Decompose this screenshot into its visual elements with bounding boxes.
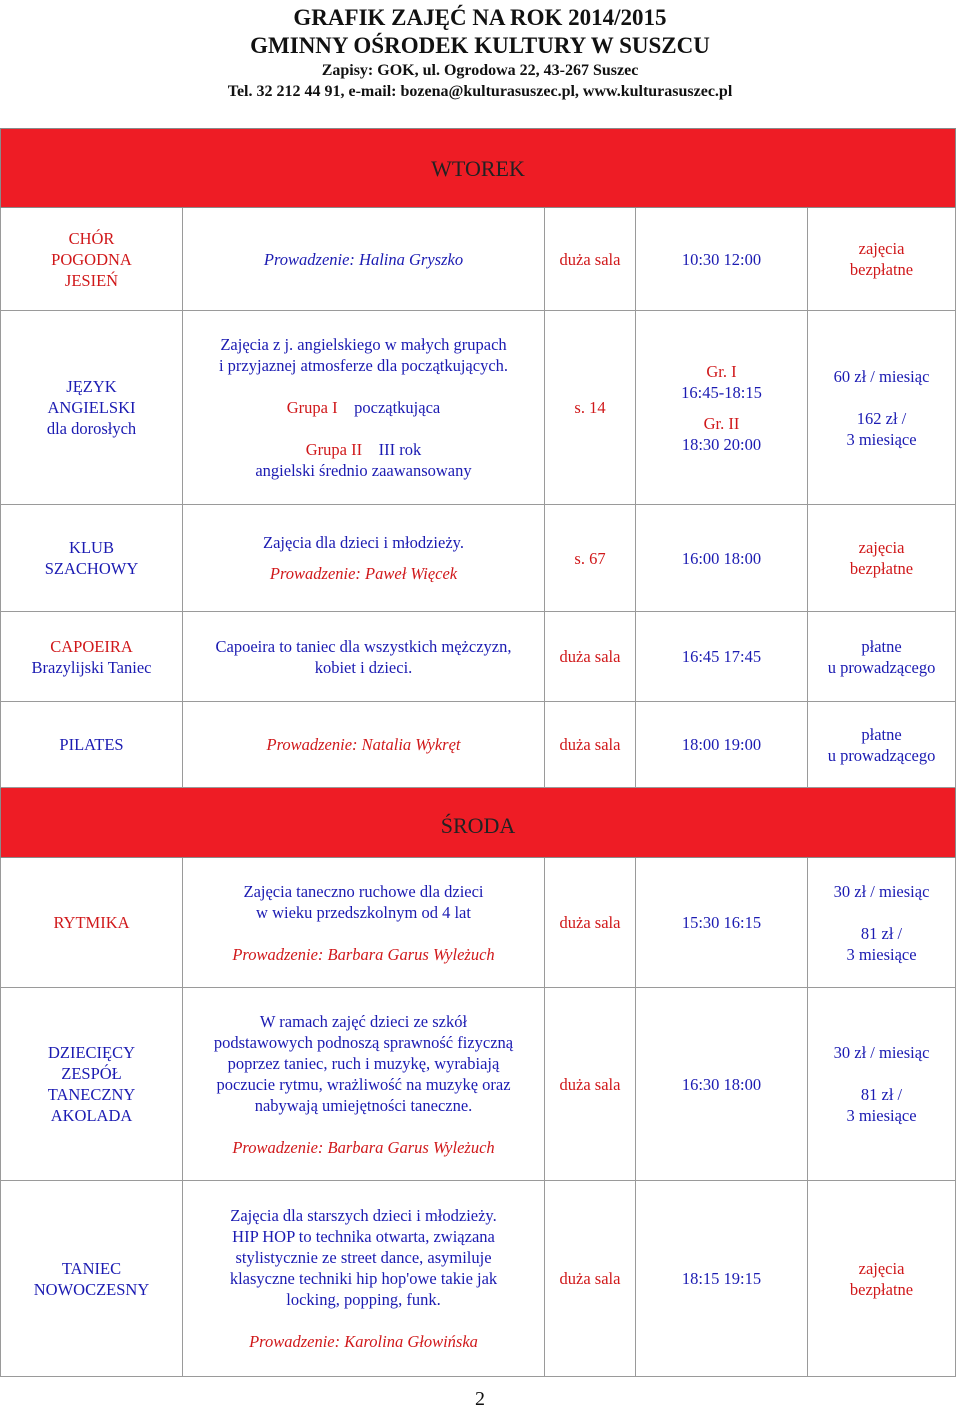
class-row-capoeira bbox=[1, 612, 956, 702]
group-2-label: Gr. II bbox=[703, 413, 740, 433]
group-2-level: angielski średnio zaawansowany bbox=[255, 461, 472, 480]
class-name-line: SZACHOWY bbox=[44, 559, 139, 578]
class-room: duża sala bbox=[545, 208, 636, 311]
class-time: 18:00 19:00 bbox=[636, 702, 808, 788]
class-room: duża sala bbox=[545, 988, 636, 1181]
price-line: bezpłatne bbox=[849, 1279, 914, 1299]
class-name-line: AKOLADA bbox=[50, 1106, 133, 1125]
description-line: W ramach zajęć dzieci ze szkół bbox=[259, 1011, 468, 1031]
class-row-chor bbox=[1, 208, 956, 311]
class-price bbox=[808, 505, 956, 612]
class-name-line: ZESPÓŁ bbox=[61, 1064, 122, 1083]
class-leader: Prowadzenie: Paweł Więcek bbox=[269, 564, 458, 583]
description-line: poprzez taniec, ruch i muzykę, wyrabiają bbox=[227, 1053, 500, 1073]
day-header-wednesday bbox=[1, 788, 956, 858]
class-price bbox=[808, 1181, 956, 1377]
description-line: Zajęcia dla dzieci i młodzieży. bbox=[263, 533, 464, 552]
description-line: w wieku przedszkolnym od 4 lat bbox=[256, 902, 471, 922]
class-time: 16:45 17:45 bbox=[636, 612, 808, 702]
class-leader: Prowadzenie: Barbara Garus Wyleżuch bbox=[232, 944, 495, 964]
description-line: Zajęcia taneczno ruchowe dla dzieci bbox=[243, 881, 484, 901]
schedule-title: GRAFIK ZAJĘĆ NA ROK 2014/2015 bbox=[293, 5, 667, 30]
day-label: ŚRODA bbox=[1, 788, 956, 858]
class-name-line: NOWOCZESNY bbox=[33, 1279, 150, 1299]
class-name-line: TANECZNY bbox=[47, 1085, 136, 1104]
class-price bbox=[808, 702, 956, 788]
class-name-line: CHÓR bbox=[68, 228, 115, 248]
class-name-line: CAPOEIRA bbox=[50, 636, 133, 656]
class-name-line: DZIECIĘCY bbox=[47, 1043, 136, 1062]
class-price bbox=[808, 858, 956, 988]
description-line: Capoeira to taniec dla wszystkich mężczyzn, bbox=[215, 636, 512, 656]
class-name-line: dla dorosłych bbox=[46, 419, 137, 438]
class-name bbox=[1, 1181, 183, 1377]
class-price bbox=[808, 208, 956, 311]
class-name bbox=[1, 988, 183, 1181]
group-1-label: Grupa I bbox=[286, 398, 338, 417]
description-line: locking, popping, funk. bbox=[286, 1290, 441, 1309]
day-header-tuesday bbox=[1, 129, 956, 208]
price-quarterly: 81 zł / bbox=[860, 1085, 903, 1104]
class-row-szachy bbox=[1, 505, 956, 612]
price-quarterly: 162 zł / bbox=[856, 408, 907, 428]
price-line: zajęcia bbox=[858, 538, 905, 557]
group-1-label: Gr. I bbox=[706, 361, 737, 381]
class-name-line: TANIEC bbox=[61, 1258, 122, 1278]
class-row-angielski bbox=[1, 311, 956, 505]
day-label: WTOREK bbox=[1, 129, 956, 208]
class-room: duża sala bbox=[545, 702, 636, 788]
class-description bbox=[183, 1181, 545, 1377]
class-description bbox=[183, 988, 545, 1181]
price-quarterly: 3 miesiące bbox=[846, 429, 917, 449]
description-line: podstawowych podnoszą sprawność fizyczną bbox=[213, 1032, 514, 1052]
class-leader: Prowadzenie: Karolina Głowińska bbox=[249, 1332, 478, 1351]
class-leader: Prowadzenie: Natalia Wykręt bbox=[183, 702, 545, 788]
description-line: kobiet i dzieci. bbox=[314, 657, 413, 677]
price-quarterly: 81 zł / bbox=[860, 923, 903, 943]
class-price bbox=[808, 612, 956, 702]
class-description bbox=[183, 311, 545, 505]
class-price bbox=[808, 311, 956, 505]
description-line: stylistycznie ze street dance, asymiluje bbox=[235, 1248, 492, 1267]
class-leader: Prowadzenie: Halina Gryszko bbox=[183, 208, 545, 311]
class-row-taniec bbox=[1, 1181, 956, 1377]
price-line: u prowadzącego bbox=[827, 657, 936, 677]
class-room: duża sala bbox=[545, 612, 636, 702]
class-name bbox=[1, 311, 183, 505]
price-line: płatne bbox=[861, 636, 902, 656]
registration-address: Zapisy: GOK, ul. Ogrodowa 22, 43-267 Suszec bbox=[321, 62, 639, 79]
contact-info: Tel. 32 212 44 91, e-mail: bozena@kulturasuszec.pl, www.kulturasuszec.pl bbox=[227, 83, 733, 100]
class-name bbox=[1, 208, 183, 311]
class-description bbox=[183, 612, 545, 702]
class-name bbox=[1, 612, 183, 702]
class-name-line: JESIEŃ bbox=[64, 270, 119, 290]
class-name: PILATES bbox=[1, 702, 183, 788]
group-1-time: 16:45-18:15 bbox=[681, 382, 762, 402]
class-leader: Prowadzenie: Barbara Garus Wyleżuch bbox=[232, 1137, 495, 1157]
class-time: 15:30 16:15 bbox=[636, 858, 808, 988]
group-2-label: Grupa II bbox=[305, 440, 363, 459]
group-2-text: III rok bbox=[378, 440, 422, 459]
description-line: klasyczne techniki hip hop'owe takie jak bbox=[229, 1269, 498, 1288]
class-price bbox=[808, 988, 956, 1181]
price-monthly: 30 zł / miesiąc bbox=[833, 1043, 930, 1062]
description-line: nabywają umiejętności taneczne. bbox=[254, 1095, 473, 1115]
description-line: Zajęcia z j. angielskiego w małych grupach bbox=[220, 335, 507, 354]
description-line: Zajęcia dla starszych dzieci i młodzieży. bbox=[230, 1206, 497, 1225]
document-header bbox=[0, 0, 960, 102]
price-line: zajęcia bbox=[858, 239, 905, 258]
group-2-line bbox=[187, 439, 540, 460]
price-line: zajęcia bbox=[858, 1258, 905, 1278]
class-row-akolada bbox=[1, 988, 956, 1181]
price-line: bezpłatne bbox=[849, 559, 914, 578]
class-name-line: JĘZYK bbox=[66, 377, 117, 396]
price-quarterly: 3 miesiące bbox=[846, 1106, 917, 1125]
class-name: RYTMIKA bbox=[1, 858, 183, 988]
page-number: 2 bbox=[475, 1388, 485, 1410]
group-1-text: początkująca bbox=[354, 398, 441, 417]
class-name-line: POGODNA bbox=[51, 249, 132, 269]
price-quarterly: 3 miesiące bbox=[846, 944, 917, 964]
class-time: 16:00 18:00 bbox=[636, 505, 808, 612]
description-line: HIP HOP to technika otwarta, związana bbox=[232, 1227, 495, 1246]
group-1-line bbox=[187, 397, 540, 418]
description-line: poczucie rytmu, wrażliwość na muzykę oraz bbox=[216, 1074, 511, 1094]
class-room: duża sala bbox=[545, 1181, 636, 1377]
class-room: s. 67 bbox=[545, 505, 636, 612]
description-line: i przyjaznej atmosferze dla początkujących. bbox=[218, 356, 509, 375]
class-subname: Brazylijski Taniec bbox=[31, 657, 152, 677]
schedule-table bbox=[0, 128, 956, 1377]
class-description bbox=[183, 505, 545, 612]
group-2-time: 18:30 20:00 bbox=[681, 434, 762, 454]
class-row-pilates bbox=[1, 702, 956, 788]
class-room: s. 14 bbox=[545, 311, 636, 505]
class-name-line: KLUB bbox=[69, 538, 114, 557]
class-time: 10:30 12:00 bbox=[636, 208, 808, 311]
class-name-line: ANGIELSKI bbox=[47, 398, 136, 417]
class-room: duża sala bbox=[545, 858, 636, 988]
class-description bbox=[183, 858, 545, 988]
price-monthly: 30 zł / miesiąc bbox=[833, 881, 930, 901]
class-time: 18:15 19:15 bbox=[636, 1181, 808, 1377]
institution-name: GMINNY OŚRODEK KULTURY W SUSZCU bbox=[250, 33, 710, 58]
price-monthly: 60 zł / miesiąc bbox=[833, 366, 930, 386]
class-name bbox=[1, 505, 183, 612]
class-row-rytmika bbox=[1, 858, 956, 988]
price-line: u prowadzącego bbox=[827, 745, 936, 765]
class-time bbox=[636, 311, 808, 505]
price-line: bezpłatne bbox=[849, 260, 914, 279]
price-line: płatne bbox=[861, 724, 902, 744]
class-time: 16:30 18:00 bbox=[636, 988, 808, 1181]
